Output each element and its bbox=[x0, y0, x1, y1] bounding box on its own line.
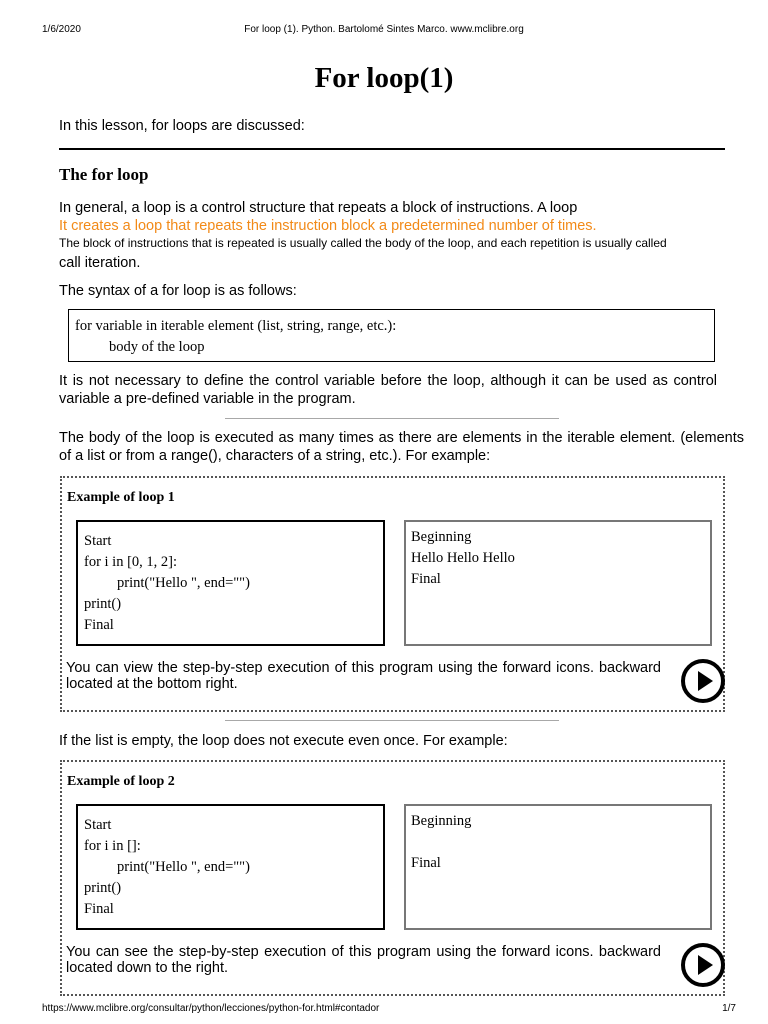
footer-url: https://www.mclibre.org/consultar/python/lecciones/python-for.html#contador bbox=[42, 1003, 380, 1014]
general-line-1: In general, a loop is a control structure that repeats a block of instructions. A loop bbox=[59, 200, 578, 216]
section-divider bbox=[59, 148, 725, 150]
general-line-4: call iteration. bbox=[59, 255, 141, 271]
control-variable-text: It is not necessary to define the control variable before the loop, although it can be used as control variable a pre-defined variable in the program. bbox=[59, 373, 717, 407]
example-1-code bbox=[76, 520, 385, 646]
code-line: Start bbox=[84, 817, 112, 833]
example-2-code bbox=[76, 804, 385, 930]
footer-page-number: 1/7 bbox=[722, 1003, 736, 1014]
example-1-box bbox=[60, 476, 725, 712]
divider bbox=[225, 418, 559, 419]
example-1-output bbox=[404, 520, 712, 646]
example-1-title: Example of loop 1 bbox=[67, 490, 175, 505]
header-date: 1/6/2020 bbox=[42, 24, 81, 35]
code-line: print() bbox=[84, 880, 122, 896]
code-line: Start bbox=[84, 533, 112, 549]
output-line: Beginning bbox=[411, 813, 472, 829]
syntax-line-1: for variable in iterable element (list, string, range, etc.): bbox=[75, 318, 397, 334]
code-line: Final bbox=[84, 617, 114, 633]
divider bbox=[225, 720, 559, 721]
general-line-3: The block of instructions that is repeated is usually called the body of the loop, and each repetition is usually called bbox=[59, 236, 667, 250]
example-2-title: Example of loop 2 bbox=[67, 774, 175, 789]
body-execution-text: The body of the loop is executed as many times as there are elements in the iterable element. (elements of a list or from a range(), characters of a string, etc.). For example: bbox=[59, 430, 744, 464]
syntax-intro: The syntax of a for loop is as follows: bbox=[59, 283, 297, 299]
example-2-output bbox=[404, 804, 712, 930]
page-title: For loop(1) bbox=[314, 62, 454, 94]
output-line: Final bbox=[411, 855, 441, 871]
play-icon[interactable] bbox=[680, 658, 726, 704]
example-2-box bbox=[60, 760, 725, 996]
code-line: print("Hello ", end="") bbox=[117, 859, 250, 875]
general-line-2: It creates a loop that repeats the instruction block a predetermined number of times. bbox=[59, 218, 597, 234]
section-heading: The for loop bbox=[59, 165, 149, 184]
code-line: print("Hello ", end="") bbox=[117, 575, 250, 591]
code-line: for i in [0, 1, 2]: bbox=[84, 554, 178, 570]
syntax-line-2: body of the loop bbox=[109, 339, 205, 355]
output-line bbox=[411, 832, 710, 853]
code-line: print() bbox=[84, 596, 122, 612]
code-line: for i in []: bbox=[84, 838, 141, 854]
output-line: Hello Hello Hello bbox=[411, 550, 515, 566]
empty-list-text: If the list is empty, the loop does not execute even once. For example: bbox=[59, 733, 508, 749]
output-line: Final bbox=[411, 571, 441, 587]
play-icon[interactable] bbox=[680, 942, 726, 988]
syntax-box bbox=[68, 309, 715, 362]
example-1-description: You can view the step-by-step execution of this program using the forward icons. backward located at the bottom right. bbox=[66, 660, 661, 692]
code-line: Final bbox=[84, 901, 114, 917]
output-line: Beginning bbox=[411, 529, 472, 545]
intro-text: In this lesson, for loops are discussed: bbox=[59, 118, 305, 134]
header-title: For loop (1). Python. Bartolomé Sintes Marco. www.mclibre.org bbox=[244, 24, 524, 35]
example-2-description: You can see the step-by-step execution of this program using the forward icons. backward located down to the right. bbox=[66, 944, 661, 976]
